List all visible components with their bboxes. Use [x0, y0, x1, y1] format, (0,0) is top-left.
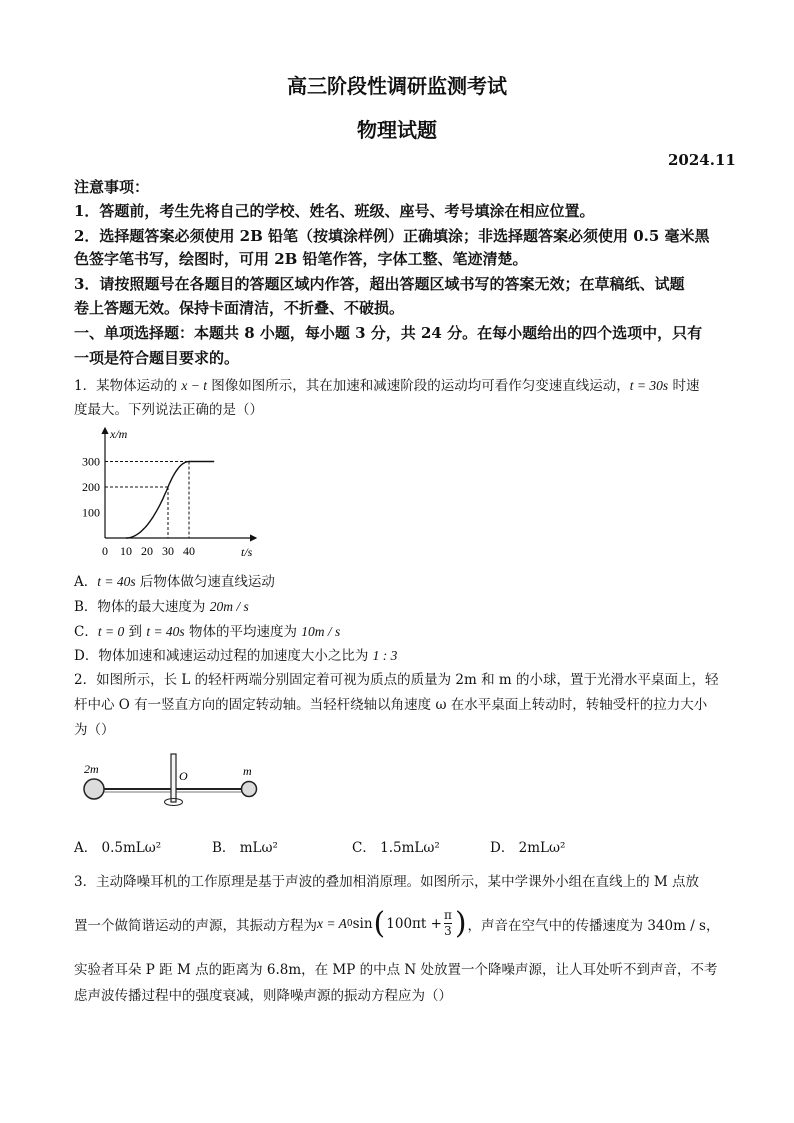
notice-item: 1．答题前，考生先将自己的学校、姓名、班级、座号、考号填涂在相应位置。: [74, 202, 595, 220]
q1-option-b: B．物体的最大速度为 20m / s: [74, 599, 249, 615]
label-2m: 2m: [84, 762, 99, 776]
fraction-pi-over-3: $\frac{\pi}{3}$: [443, 908, 452, 938]
label-o: O: [179, 769, 188, 783]
x-tick-label: 10: [120, 544, 132, 558]
exam-date: 2024.11: [668, 151, 736, 169]
label-m: m: [243, 764, 252, 778]
y-tick-label: 300: [82, 454, 100, 469]
x-axis-label: t/s: [241, 545, 253, 559]
q2-option-c: C． 1.5mLω²: [352, 840, 440, 856]
q2-option-d: D． 2mLω²: [490, 840, 566, 856]
q1-option-a: A．t = 40s 后物体做匀速直线运动: [74, 574, 275, 590]
ball-m: [242, 782, 257, 797]
q1-option-c: C．t = 0 到 t = 40s 物体的平均速度为 10m / s: [74, 624, 341, 640]
notice-item: 卷上答题无效。保持卡面清洁，不折叠、不破损。: [74, 299, 405, 317]
y-tick-label: 200: [82, 480, 100, 494]
subject-title: 物理试题: [357, 118, 437, 142]
q2-stem-line2: 杆中心 O 有一竖直方向的固定转动轴。当轻杆绕轴以角速度 ω 在水平桌面上转动时，转轴受杆的拉力大小: [74, 697, 708, 713]
section-heading: 一、单项选择题：本题共 8 小题，每小题 3 分，共 24 分。在每小题给出的四个选项中，只有: [74, 324, 703, 342]
q3-stem-line2: 置一个做简谐运动的声源，其振动方程为 x = A 0 sin ( 100πt + $\frac{\pi}{3}$ ) ，声音在空气中的传播速度为 340m / s，: [74, 906, 720, 941]
x-tick-label: 40: [183, 544, 195, 558]
equation-x: x = A: [317, 915, 347, 931]
notice-heading: 注意事项：: [74, 178, 150, 196]
q2-stem-line3: 为（）: [74, 722, 115, 738]
q1-xt-graph: [70, 424, 270, 564]
ball-2m: [84, 779, 104, 799]
q2-rod-figure: [78, 748, 278, 810]
q2-option-b: B． mLω²: [212, 840, 278, 856]
dashed-guides: [105, 462, 189, 539]
y-tick-label: 100: [82, 505, 100, 520]
q2-stem-line1: 2．如图所示，长 L 的轻杆两端分别固定着可视为质点的质量为 2m 和 m 的小球，置于光滑水平桌面上，轻: [74, 672, 719, 688]
q3-stem-line3: 实验者耳朵 P 距 M 点的距离为 6.8m，在 MP 的中点 N 处放置一个降噪声源，让人耳处听不到声音，不考: [74, 962, 718, 978]
q1-stem-line1: 1．某物体运动的 x − t 图像如图所示，其在加速和减速阶段的运动均可看作匀变速直线运动，t = 30s 时速: [74, 378, 700, 394]
section-heading-cont: 一项是符合题目要求的。: [74, 349, 240, 367]
x-tick-labels: [102, 544, 195, 558]
q3-stem-line1: 3．主动降噪耳机的工作原理是基于声波的叠加相消原理。如图所示，某中学课外小组在直线上的 M 点放: [74, 874, 699, 890]
exam-title: 高三阶段性调研监测考试: [287, 74, 507, 98]
q2-option-a: A． 0.5mLω²: [74, 840, 162, 856]
y-axis-label: x/m: [110, 427, 128, 441]
x-tick-label: 30: [162, 544, 174, 558]
x-tick-label: 20: [141, 544, 153, 558]
xt-curve: [126, 462, 214, 539]
notice-item: 3．请按照题号在各题目的答题区域内作答，超出答题区域书写的答案无效；在草稿纸、试题: [74, 275, 685, 293]
q1-option-d: D．物体加速和减速运动过程的加速度大小之比为 1 : 3: [74, 648, 398, 664]
notice-item: 色签字笔书写，绘图时，可用 2B 铅笔作答，字体工整、笔迹清楚。: [74, 250, 528, 268]
y-tick-labels: [82, 455, 100, 520]
rotation-axis: [171, 754, 176, 802]
q1-stem-line2: 度最大。下列说法正确的是（）: [74, 402, 263, 418]
x-tick-label: 0: [102, 544, 108, 558]
q3-stem-line4: 虑声波传播过程中的强度衰减，则降噪声源的振动方程应为（）: [74, 988, 452, 1004]
notice-item: 2．选择题答案必须使用 2B 铅笔（按填涂样例）正确填涂；非选择题答案必须使用 0.5 毫米黑: [74, 227, 710, 245]
